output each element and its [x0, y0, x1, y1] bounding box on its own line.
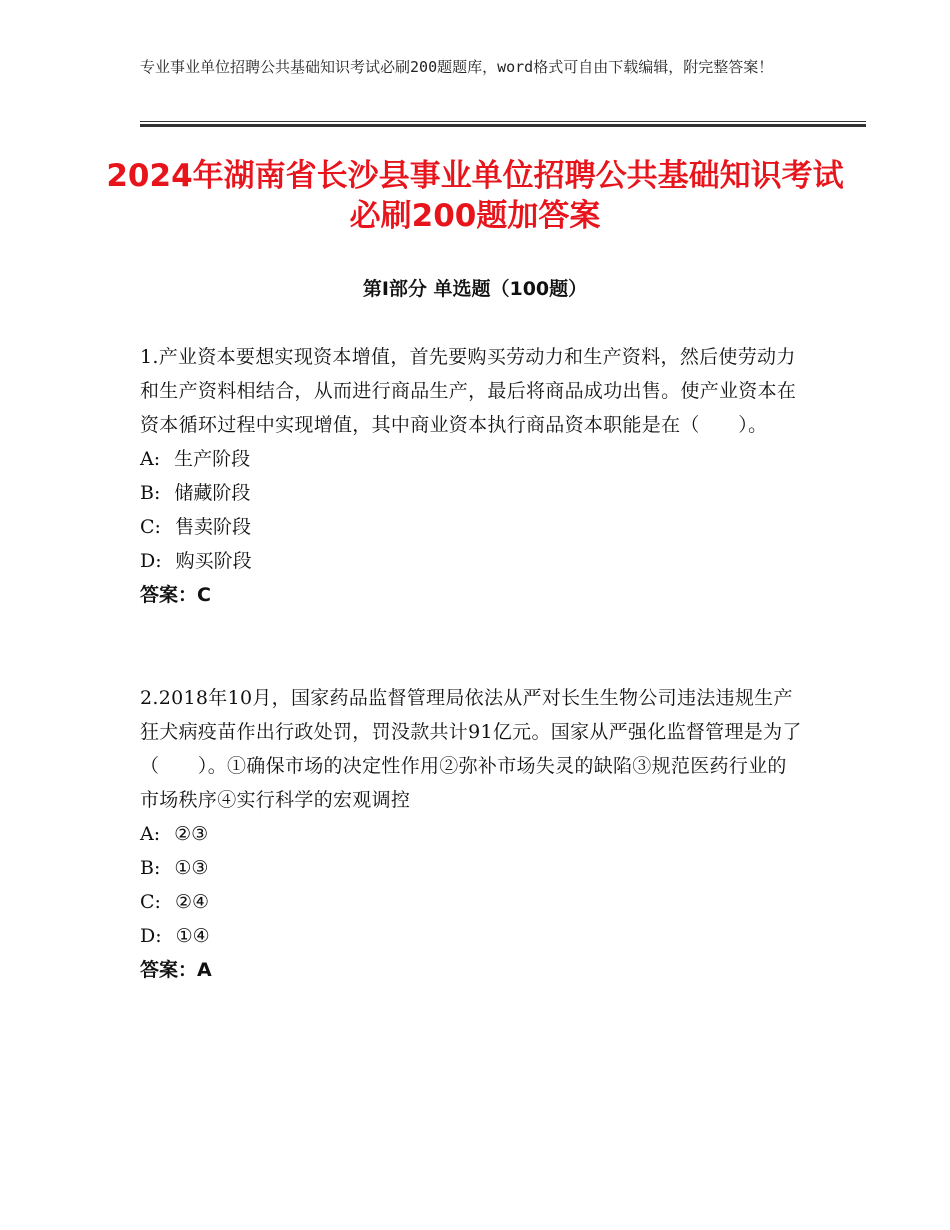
option-text: ②④	[174, 891, 210, 913]
option-c	[140, 885, 805, 919]
option-letter: D:	[140, 925, 162, 947]
option-text: ①③	[174, 857, 209, 879]
question-stem: 1.产业资本要想实现资本增值，首先要购买劳动力和生产资料，然后使劳动力和生产资料相结合，从而进行商品生产，最后将商品成功出售。使产业资本在资本循环过程中实现增值，其中商业资本执行商品资本职能是在（ ）。	[140, 346, 797, 436]
option-d	[140, 544, 805, 578]
question-1	[140, 340, 805, 612]
header-divider-thick	[140, 124, 866, 127]
option-letter: A:	[140, 823, 161, 845]
option-d	[140, 919, 805, 953]
option-text: ②③	[174, 823, 209, 845]
question-2	[140, 681, 805, 987]
option-text: 生产阶段	[174, 448, 251, 470]
option-text: ①④	[175, 925, 210, 947]
answer-line: 答案：A	[140, 959, 212, 981]
option-letter: A:	[140, 448, 161, 470]
option-letter: C:	[140, 891, 161, 913]
option-text: 售卖阶段	[174, 516, 251, 538]
option-a	[140, 817, 805, 851]
option-text: 储藏阶段	[174, 482, 251, 504]
question-stem: 2.2018年10月，国家药品监督管理局依法从严对长生生物公司违法违规生产狂犬病疫苗作出行政处罚，罚没款共计91亿元。国家从严强化监督管理是为了（ ）。①确保市场的决定性作用②弥补市场失灵的缺陷③规范医药行业的市场秩序④实行科学的宏观调控	[140, 687, 802, 811]
option-b	[140, 851, 805, 885]
option-letter: B:	[140, 482, 161, 504]
option-letter: B:	[140, 857, 161, 879]
option-a	[140, 442, 805, 476]
option-text: 购买阶段	[175, 550, 252, 572]
document-title: 2024年湖南省长沙县事业单位招聘公共基础知识考试必刷200题加答案	[106, 158, 844, 234]
option-letter: C:	[140, 516, 161, 538]
option-b	[140, 476, 805, 510]
answer-line: 答案：C	[140, 584, 211, 606]
header-divider-thin	[140, 121, 866, 122]
option-letter: D:	[140, 550, 162, 572]
header-note: 专业事业单位招聘公共基础知识考试必刷200题题库，word格式可自由下载编辑，附完整答案！	[140, 58, 774, 76]
option-c	[140, 510, 805, 544]
section-title: 第Ⅰ部分 单选题（100题）	[362, 278, 588, 300]
